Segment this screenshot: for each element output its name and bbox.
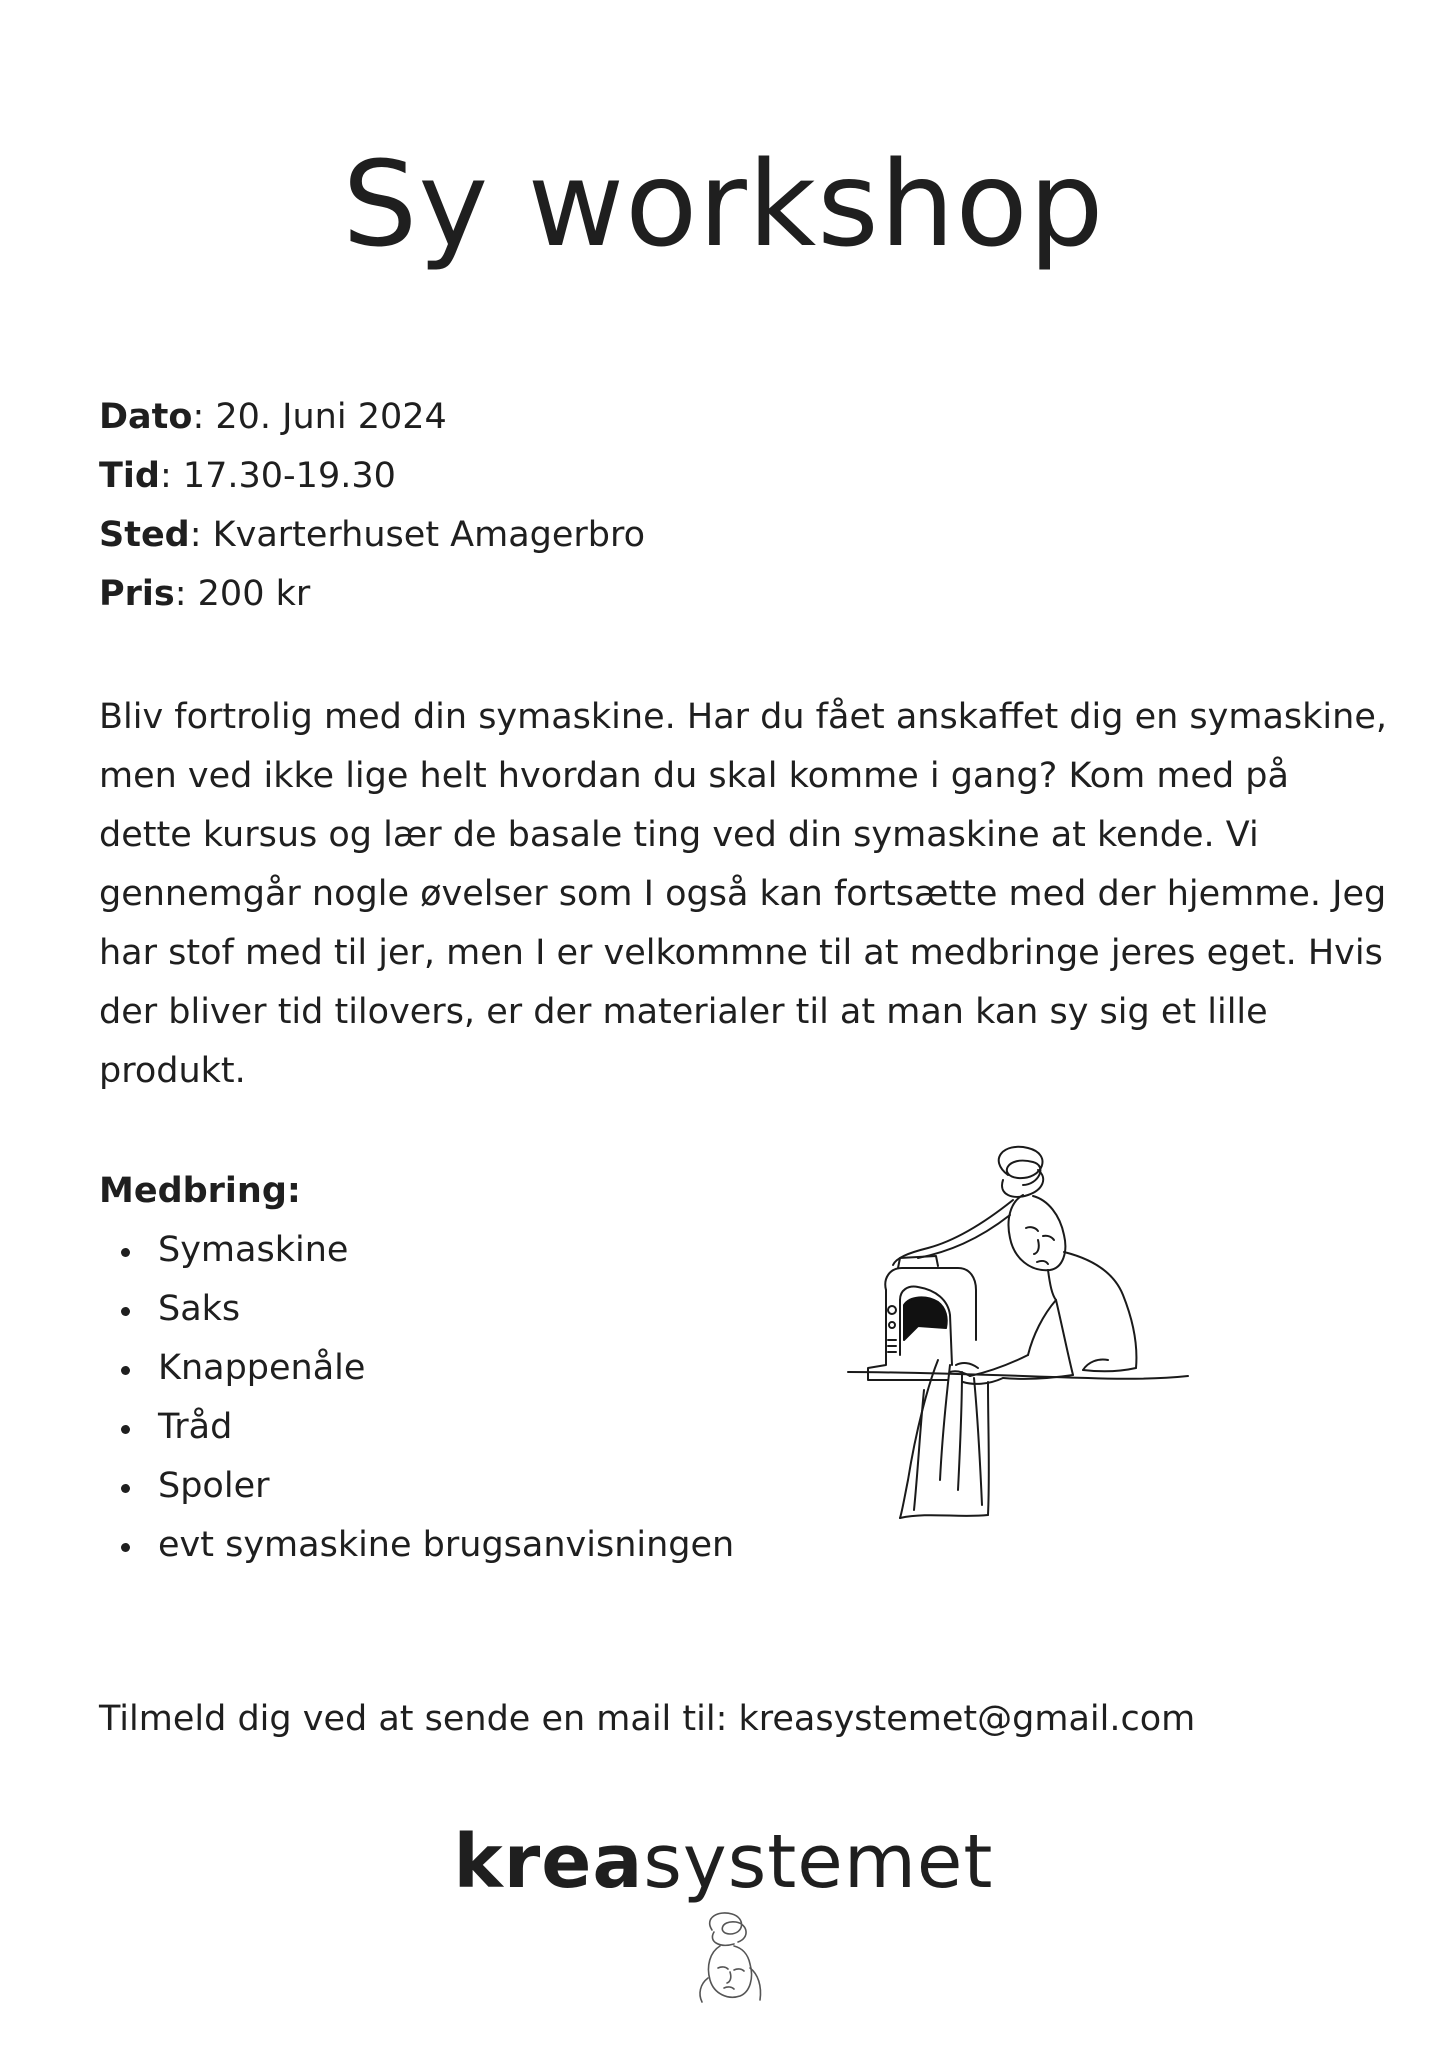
list-item: Saks: [99, 1280, 734, 1339]
time-label: Tid: [99, 456, 160, 496]
place-value: : Kvarterhuset Amagerbro: [189, 515, 646, 555]
time-value: : 17.30-19.30: [159, 456, 396, 496]
info-place: [99, 506, 645, 565]
description-paragraph: Bliv fortrolig med din symaskine. Har du fået anskaffet dig en symaskine, men ved ikke lige helt hvordan du skal komme i gang? Kom med på dette kursus og lær de basale ting ved din symaskine at kende. Vi gennemgår nogle øvelser som I også kan fortsætte med der hjemme. Jeg har stof med til jer, men I er velkommne til at medbringe jeres eget. Hvis der bliver tid tilovers, er der materialer til at man kan sy sig et lille produkt.: [99, 697, 1387, 1091]
page-title: Sy workshop: [342, 135, 1105, 273]
date-value: : 20. Juni 2024: [192, 397, 447, 437]
list-item: Symaskine: [99, 1221, 734, 1280]
info-date: [99, 388, 645, 447]
face-line-art-icon: [690, 1908, 770, 2004]
person-sewing-illustration: [838, 1140, 1200, 1522]
info-price: [99, 565, 645, 624]
list-item: evt symaskine brugsanvisningen: [99, 1516, 734, 1575]
price-value: : 200 kr: [174, 574, 311, 614]
place-label: Sted: [99, 515, 190, 555]
medbring-list: [99, 1221, 734, 1575]
logo-part-krea: krea: [453, 1819, 644, 1905]
list-item: Knappenåle: [99, 1339, 734, 1398]
logo-part-systemet: systemet: [643, 1819, 994, 1905]
list-item: Spoler: [99, 1457, 734, 1516]
info-time: [99, 447, 645, 506]
brand-logo: [0, 1819, 1447, 1905]
list-item: Tråd: [99, 1398, 734, 1457]
date-label: Dato: [99, 397, 193, 437]
signup-text: Tilmeld dig ved at sende en mail til: kreasystemet@gmail.com: [99, 1699, 1196, 1739]
price-label: Pris: [99, 574, 175, 614]
medbring-heading: Medbring:: [99, 1171, 301, 1211]
event-info: [99, 388, 645, 624]
